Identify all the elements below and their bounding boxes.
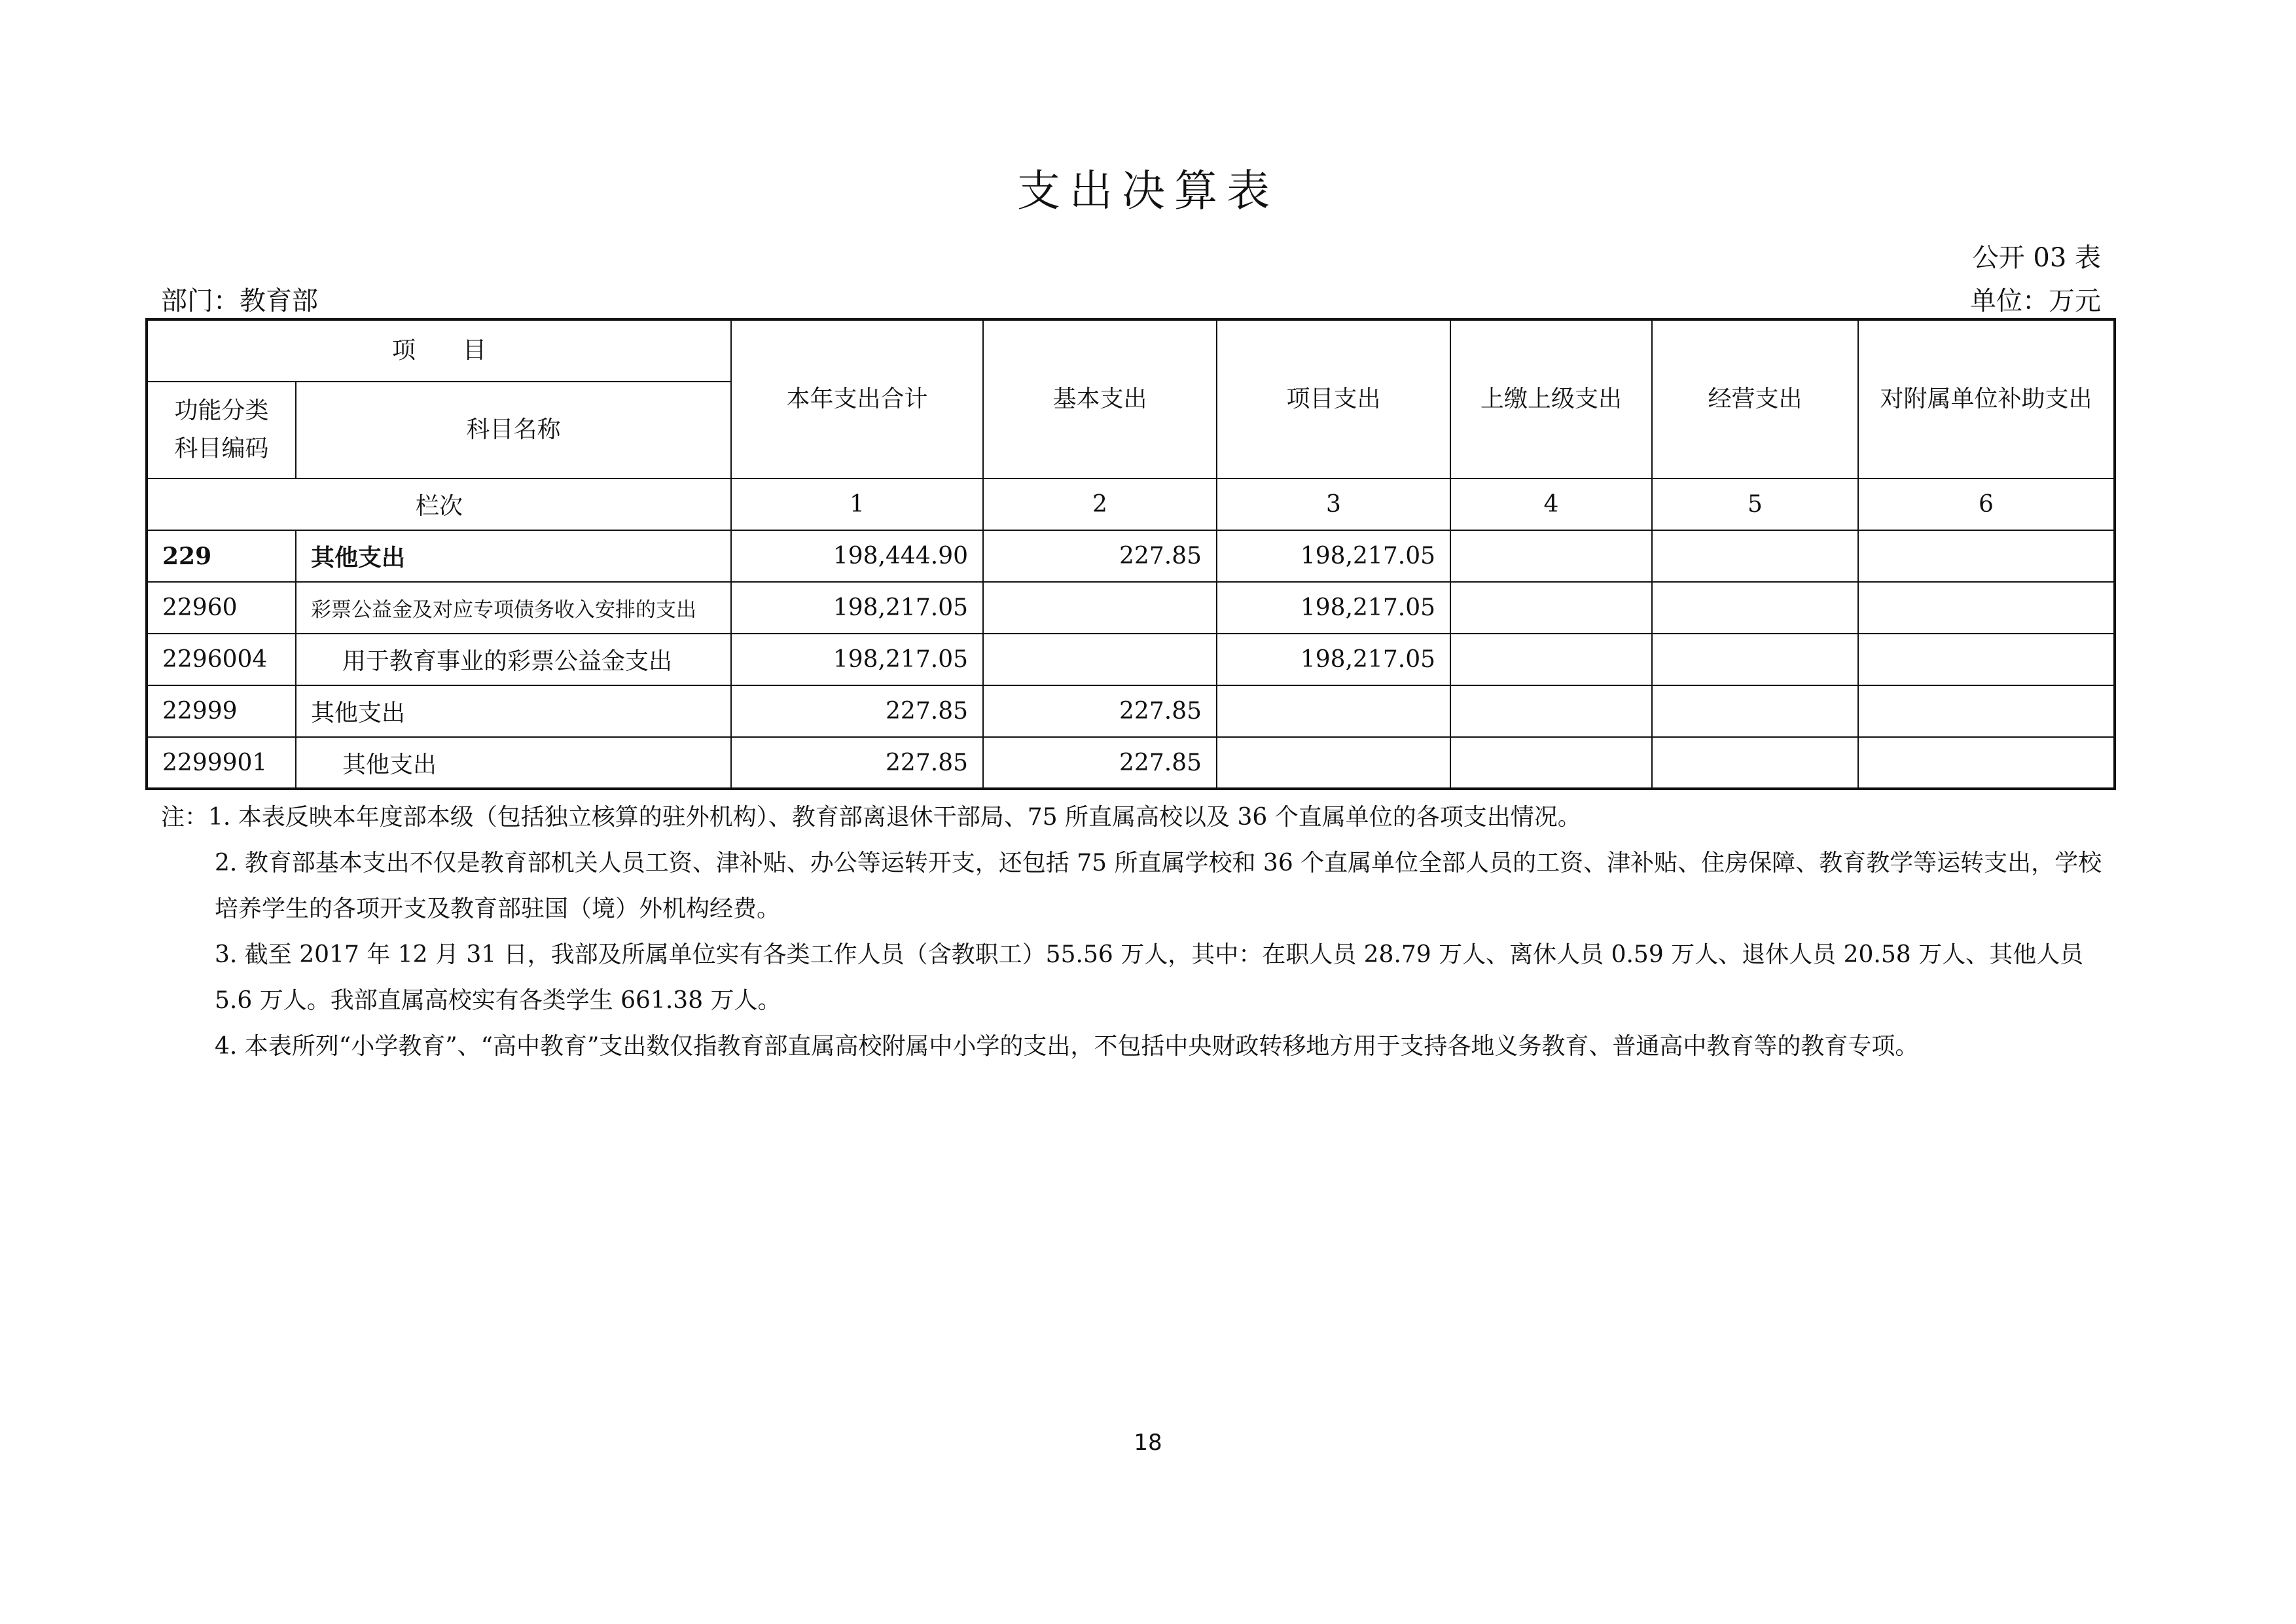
row-name: 其他支出 bbox=[296, 530, 731, 582]
row-value: 198,217.05 bbox=[731, 634, 983, 685]
header-item: 项 目 bbox=[147, 319, 731, 382]
row-name: 其他支出 bbox=[296, 737, 731, 789]
header-col-1: 本年支出合计 bbox=[731, 319, 983, 478]
department-label: 部门：教育部 bbox=[161, 286, 318, 316]
row-value bbox=[1858, 737, 2115, 789]
header-code: 功能分类科目编码 bbox=[147, 382, 296, 478]
row-value: 198,217.05 bbox=[1217, 634, 1450, 685]
row-value: 227.85 bbox=[983, 737, 1217, 789]
row-value bbox=[983, 634, 1217, 685]
index-number-2: 2 bbox=[983, 478, 1217, 530]
row-code: 2296004 bbox=[147, 634, 296, 685]
row-code: 229 bbox=[147, 530, 296, 582]
table-row bbox=[147, 634, 2115, 685]
row-value: 227.85 bbox=[983, 685, 1217, 737]
table-row bbox=[147, 582, 2115, 634]
row-value bbox=[1858, 685, 2115, 737]
index-number-1: 1 bbox=[731, 478, 983, 530]
row-value bbox=[1652, 685, 1858, 737]
row-value: 198,217.05 bbox=[1217, 530, 1450, 582]
row-value: 198,217.05 bbox=[1217, 582, 1450, 634]
row-value bbox=[1217, 737, 1450, 789]
row-value bbox=[1652, 634, 1858, 685]
index-number-5: 5 bbox=[1652, 478, 1858, 530]
unit-label: 单位：万元 bbox=[1970, 286, 2101, 316]
row-code: 2299901 bbox=[147, 737, 296, 789]
row-value bbox=[1858, 582, 2115, 634]
table-row bbox=[147, 530, 2115, 582]
header-col-2: 基本支出 bbox=[983, 319, 1217, 478]
header-name: 科目名称 bbox=[296, 382, 731, 478]
row-value: 198,444.90 bbox=[731, 530, 983, 582]
row-value bbox=[1858, 530, 2115, 582]
index-number-6: 6 bbox=[1858, 478, 2115, 530]
row-code: 22960 bbox=[147, 582, 296, 634]
row-name: 彩票公益金及对应专项债务收入安排的支出 bbox=[296, 582, 731, 634]
note-3: 3. 截至 2017 年 12 月 31 日，我部及所属单位实有各类工作人员（含教职工）55.56 万人，其中：在职人员 28.79 万人、离休人员 0.59 万人、退休人员 20.58 万人、其他人员 5.6 万人。我部直属高校实有各类学生 661.38 万人。 bbox=[215, 941, 2084, 1014]
row-value bbox=[1450, 582, 1652, 634]
row-value bbox=[1652, 582, 1858, 634]
row-value bbox=[1217, 685, 1450, 737]
row-value bbox=[1858, 634, 2115, 685]
header-col-6: 对附属单位补助支出 bbox=[1858, 319, 2115, 478]
notes bbox=[161, 795, 2118, 1070]
row-value: 198,217.05 bbox=[731, 582, 983, 634]
index-label: 栏次 bbox=[147, 478, 731, 530]
index-number-4: 4 bbox=[1450, 478, 1652, 530]
row-name: 其他支出 bbox=[296, 685, 731, 737]
table-row bbox=[147, 685, 2115, 737]
expenditure-table bbox=[145, 318, 2116, 790]
row-value: 227.85 bbox=[983, 530, 1217, 582]
page-number: 18 bbox=[1134, 1430, 1162, 1456]
index-number-3: 3 bbox=[1217, 478, 1450, 530]
row-value: 227.85 bbox=[731, 737, 983, 789]
row-code: 22999 bbox=[147, 685, 296, 737]
row-value bbox=[1450, 634, 1652, 685]
row-value bbox=[1450, 737, 1652, 789]
note-4: 4. 本表所列“小学教育”、“高中教育”支出数仅指教育部直属高校附属中小学的支出，不包括中央财政转移地方用于支持各地义务教育、普通高中教育等的教育专项。 bbox=[215, 1033, 1919, 1060]
form-number: 公开 03 表 bbox=[1972, 243, 2101, 273]
page-title: 支出决算表 bbox=[1017, 166, 1279, 216]
row-value: 227.85 bbox=[731, 685, 983, 737]
row-value bbox=[1450, 530, 1652, 582]
note-1: 注：1. 本表反映本年度部本级（包括独立核算的驻外机构）、教育部离退休干部局、75 所直属高校以及 36 个直属单位的各项支出情况。 bbox=[161, 804, 1581, 831]
note-2: 2. 教育部基本支出不仅是教育部机关人员工资、津补贴、办公等运转开支，还包括 75 所直属学校和 36 个直属单位全部人员的工资、津补贴、住房保障、教育教学等运转支出，学校培养学生的各项开支及教育部驻国（境）外机构经费。 bbox=[215, 850, 2102, 922]
row-value bbox=[983, 582, 1217, 634]
header-col-5: 经营支出 bbox=[1652, 319, 1858, 478]
table-row bbox=[147, 737, 2115, 789]
header-col-4: 上缴上级支出 bbox=[1450, 319, 1652, 478]
row-value bbox=[1652, 737, 1858, 789]
row-name: 用于教育事业的彩票公益金支出 bbox=[296, 634, 731, 685]
row-value bbox=[1652, 530, 1858, 582]
row-value bbox=[1450, 685, 1652, 737]
header-col-3: 项目支出 bbox=[1217, 319, 1450, 478]
